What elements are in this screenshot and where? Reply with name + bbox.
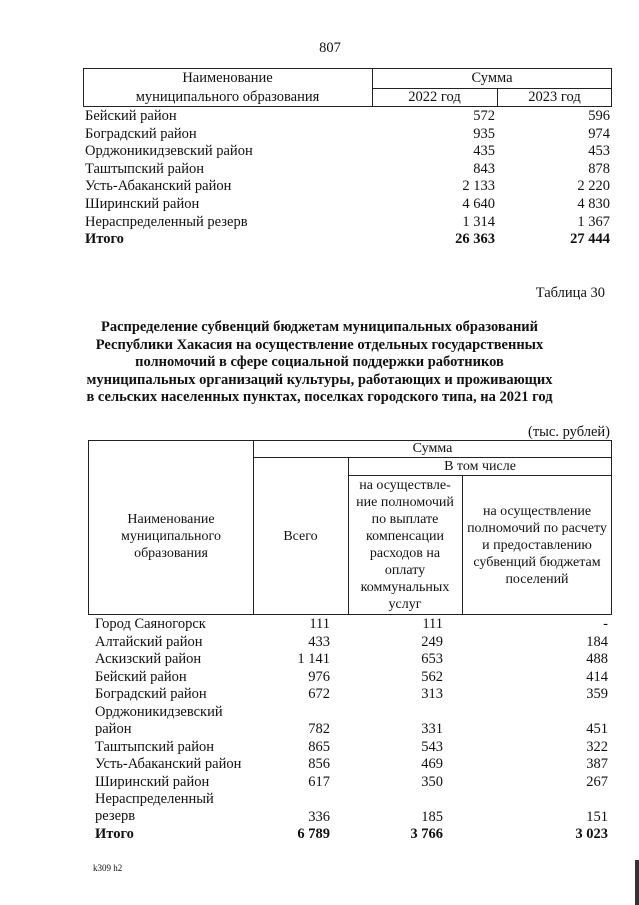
row-settlements: 267 xyxy=(586,773,608,790)
row-2022: 2 133 xyxy=(462,178,495,195)
row-name: Боградский район xyxy=(95,686,207,702)
row-2022: 435 xyxy=(473,143,495,160)
row-total: 433 xyxy=(308,633,330,650)
row-name: Орджоникидзевский район xyxy=(85,143,253,160)
row-total: 1 141 xyxy=(297,651,330,667)
row-name: Усть-Абаканский район xyxy=(85,178,232,195)
row-utilities: 331 xyxy=(421,721,443,737)
header-sum: Сумма xyxy=(471,70,513,86)
row-name: Ширинский район xyxy=(95,773,210,790)
row-settlements: 322 xyxy=(586,738,608,755)
row-utilities: 562 xyxy=(421,668,443,685)
row-utilities: 185 xyxy=(421,808,443,825)
row-utilities: 249 xyxy=(421,633,443,650)
header-settlements: на осуществление полномочий по расчету и предоставлению субвенций бюджетам поселений xyxy=(467,503,607,587)
footer-code: k309 h2 xyxy=(93,863,123,873)
header-name-line2: муниципального образования xyxy=(135,89,320,105)
row-2023: 974 xyxy=(588,125,610,142)
row-name: Аскизский район xyxy=(95,651,202,667)
row-utilities: 111 xyxy=(422,616,443,632)
row-total: 865 xyxy=(308,738,330,755)
row-utilities: 3 766 xyxy=(410,826,443,842)
row-settlements: 414 xyxy=(586,668,608,685)
row-settlements: 488 xyxy=(586,651,608,667)
title-line: полномочий в сфере социальной поддержки работников xyxy=(135,354,504,371)
table-label: Таблица 30 xyxy=(535,285,605,301)
row-2023: 2 220 xyxy=(577,178,610,195)
title-line: в сельских населенных пунктах, поселках городского типа, на 2021 год xyxy=(86,389,553,406)
row-settlements: 151 xyxy=(586,808,608,825)
scan-edge xyxy=(635,860,639,905)
header-name-line1: Наименование xyxy=(182,70,273,86)
row-total: 856 xyxy=(308,756,330,772)
row-name: Ширинский район xyxy=(85,196,200,212)
row-name: Алтайский район xyxy=(95,633,203,650)
header-name: Наименование муниципального образования xyxy=(121,511,221,561)
row-settlements: 359 xyxy=(586,686,608,702)
header-sum: Сумма xyxy=(412,441,453,456)
row-total: 782 xyxy=(308,721,330,737)
row-name: Итого xyxy=(85,231,124,248)
row-settlements: 451 xyxy=(586,721,608,737)
units-label: (тыс. рублей) xyxy=(528,424,610,440)
row-name: Итого xyxy=(95,826,134,842)
row-2023: 453 xyxy=(588,143,610,160)
row-utilities: 313 xyxy=(421,686,443,702)
row-2022: 935 xyxy=(473,125,495,142)
row-utilities: 543 xyxy=(421,738,443,755)
row-total: 617 xyxy=(308,773,330,790)
row-2022: 572 xyxy=(473,108,495,124)
row-name: Бейский район xyxy=(95,668,187,685)
row-name: Город Саяногорск xyxy=(95,616,206,632)
row-total: 111 xyxy=(309,616,330,632)
row-utilities: 653 xyxy=(421,651,443,667)
row-total: 336 xyxy=(308,808,330,825)
row-2023: 596 xyxy=(588,108,610,124)
row-utilities: 350 xyxy=(421,773,443,790)
row-name: Таштыпский район xyxy=(85,160,205,177)
header-2023: 2023 год xyxy=(528,89,581,105)
row-name: Бейский район xyxy=(85,108,177,124)
row-2022: 843 xyxy=(473,160,495,177)
header-utilities: на осуществле-ние полномочий по выплате компенсации расходов на оплату коммунальных услуг xyxy=(356,478,454,612)
row-name: Орджоникидзевский район xyxy=(95,703,223,737)
row-name: Усть-Абаканский район xyxy=(95,756,242,772)
row-name: Нераспределенный резерв xyxy=(95,791,214,824)
row-2022: 26 363 xyxy=(455,231,495,248)
row-2023: 1 367 xyxy=(577,213,610,230)
row-settlements: - xyxy=(603,616,608,632)
row-2023: 27 444 xyxy=(570,231,610,248)
row-settlements: 387 xyxy=(586,756,608,772)
row-utilities: 469 xyxy=(421,756,443,772)
row-total: 672 xyxy=(308,686,330,702)
row-name: Боградский район xyxy=(85,125,197,142)
title-line: Распределение субвенций бюджетам муниципальных образований xyxy=(100,319,539,335)
row-2022: 1 314 xyxy=(462,213,495,230)
header-total: Всего xyxy=(283,528,318,544)
row-name: Нераспределенный резерв xyxy=(85,213,248,230)
row-2022: 4 640 xyxy=(462,196,495,212)
row-settlements: 3 023 xyxy=(575,826,608,842)
row-2023: 878 xyxy=(588,160,610,177)
row-2023: 4 830 xyxy=(577,196,610,212)
row-total: 976 xyxy=(308,668,330,685)
header-2022: 2022 год xyxy=(408,89,461,105)
divider xyxy=(348,457,349,615)
page-number: 807 xyxy=(319,40,341,56)
row-total: 6 789 xyxy=(297,826,330,842)
title-line: муниципальных организаций культуры, работающих и проживающих xyxy=(86,371,553,388)
title-line: Республики Хакасия на осуществление отдельных государственных xyxy=(95,336,544,353)
row-name: Таштыпский район xyxy=(95,738,215,755)
divider xyxy=(462,475,463,615)
header-including: В том числе xyxy=(444,458,516,474)
row-settlements: 184 xyxy=(586,633,608,650)
